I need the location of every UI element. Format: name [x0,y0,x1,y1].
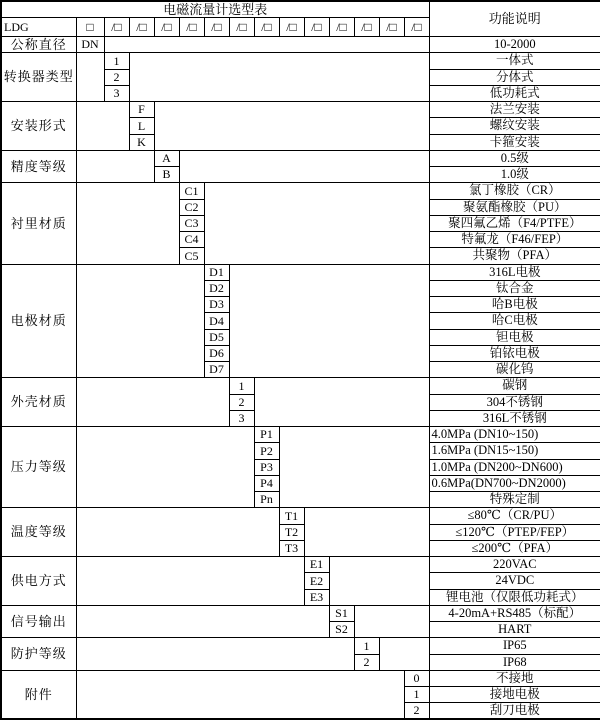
option-code-cell: L [129,118,154,134]
option-description: 1.0MPa (DN200~DN600) [429,459,600,475]
option-code-cell: 1 [404,687,429,703]
option-description: 1.6MPa (DN15~150) [429,443,600,459]
category-label: 电极材质 [1,264,76,378]
option-description: 刮刀电极 [429,703,600,719]
option-description: 哈C电极 [429,313,600,329]
option-description: 不接地 [429,670,600,686]
option-description: 分体式 [429,69,600,85]
trailing-empty-cell [354,605,429,638]
leading-empty-cell [76,102,129,151]
table-row [1,102,600,118]
option-description: 卡箍安装 [429,134,600,150]
option-code-cell: K [129,134,154,150]
table-row [1,638,600,654]
leading-empty-cell [76,53,104,102]
option-description: 316L不锈钢 [429,410,600,426]
category-label: 信号输出 [1,605,76,638]
function-column-header: 功能说明 [429,1,600,37]
option-description: IP68 [429,654,600,670]
trailing-empty-cell [204,183,429,264]
model-code-slot: /□ [404,18,429,37]
leading-empty-cell [76,557,304,606]
leading-empty-cell [76,670,404,719]
category-label: 温度等级 [1,508,76,557]
option-code-cell: D4 [204,313,229,329]
option-description: 聚氨酯橡胶（PU） [429,199,600,215]
option-code-cell: P4 [254,475,279,491]
option-description: 铂铱电极 [429,345,600,361]
option-code-cell: P1 [254,427,279,443]
table-row [1,37,600,53]
option-description: 304不锈钢 [429,394,600,410]
option-code-cell: A [154,150,179,166]
option-code-cell: C5 [179,248,204,264]
option-code-cell: E2 [304,573,329,589]
option-description: 螺纹安装 [429,118,600,134]
table-row [1,508,600,524]
model-prefix: LDG [1,18,76,37]
option-description: 316L电极 [429,264,600,280]
trailing-empty-cell [179,150,429,183]
option-description: 低功耗式 [429,85,600,101]
option-description: 220VAC [429,557,600,573]
option-code-cell: Pn [254,492,279,508]
option-code-cell: C4 [179,232,204,248]
option-code-cell: 2 [354,654,379,670]
option-description: 24VDC [429,573,600,589]
option-code-cell: E1 [304,557,329,573]
option-description: 钽电极 [429,329,600,345]
leading-empty-cell [76,605,329,638]
option-code-cell: 3 [229,410,254,426]
option-code-cell: D3 [204,297,229,313]
category-label: 安装形式 [1,102,76,151]
option-description: 氯丁橡胶（CR） [429,183,600,199]
option-code-cell: B [154,167,179,183]
table-row [1,670,600,686]
model-code-slot: /□ [254,18,279,37]
model-code-slot: /□ [329,18,354,37]
category-label: 衬里材质 [1,183,76,264]
category-label: 外壳材质 [1,378,76,427]
option-description: 4-20mA+RS485（标配） [429,605,600,621]
table-title: 电磁流量计选型表 [1,1,429,18]
table-row [1,150,600,166]
option-code-cell: D7 [204,362,229,378]
table-row [1,378,600,394]
option-code-cell: P2 [254,443,279,459]
leading-empty-cell [76,508,279,557]
option-description: ≤200℃（PFA） [429,540,600,556]
option-description: 碳钢 [429,378,600,394]
option-description: 共聚物（PFA） [429,248,600,264]
option-description: 特殊定制 [429,492,600,508]
option-description: 一体式 [429,53,600,69]
leading-empty-cell [76,638,354,671]
option-description: 10-2000 [429,37,600,53]
option-code-cell: 3 [104,85,129,101]
trailing-empty-cell [279,427,429,508]
trailing-empty-cell [254,378,429,427]
option-code-cell: C3 [179,215,204,231]
option-code-cell: C2 [179,199,204,215]
trailing-empty-cell [229,264,429,378]
option-code-cell: D5 [204,329,229,345]
option-description: HART [429,622,600,638]
option-code-cell: S2 [329,622,354,638]
option-description: 哈B电极 [429,297,600,313]
model-code-slot: /□ [154,18,179,37]
option-description: 4.0MPa (DN10~150) [429,427,600,443]
option-code-cell: 2 [229,394,254,410]
option-code-cell: 2 [404,703,429,719]
option-code-cell: T1 [279,508,304,524]
option-code-cell: E3 [304,589,329,605]
option-code-cell: 1 [354,638,379,654]
option-code-cell: S1 [329,605,354,621]
table-row [1,183,600,199]
option-description: 碳化钨 [429,362,600,378]
option-description: 锂电池（仅限低功耗式） [429,589,600,605]
category-label: 精度等级 [1,150,76,183]
option-description: IP65 [429,638,600,654]
option-description: 0.6MPa(DN700~DN2000) [429,475,600,491]
category-label: 压力等级 [1,427,76,508]
option-code-cell: T3 [279,540,304,556]
option-code-cell: D1 [204,264,229,280]
model-code-slot: /□ [104,18,129,37]
model-code-slot: /□ [379,18,404,37]
trailing-empty-cell [379,638,429,671]
option-description: 法兰安装 [429,102,600,118]
leading-empty-cell [76,427,254,508]
model-code-slot: /□ [129,18,154,37]
table-row [1,427,600,443]
option-code-cell: DN [76,37,104,53]
model-code-slot: /□ [354,18,379,37]
table-row [1,53,600,69]
leading-empty-cell [76,150,154,183]
option-description: 0.5级 [429,150,600,166]
table-row [1,605,600,621]
model-code-slot: /□ [179,18,204,37]
option-description: 聚四氟乙烯（F4/PTFE） [429,215,600,231]
table-row [1,557,600,573]
option-code-cell: P3 [254,459,279,475]
option-description: 特氟龙（F46/FEP） [429,232,600,248]
category-label: 防护等级 [1,638,76,671]
category-label: 附件 [1,670,76,719]
option-code-cell: 1 [104,53,129,69]
trailing-empty-cell [304,508,429,557]
option-description: 1.0级 [429,167,600,183]
option-code-cell: T2 [279,524,304,540]
trailing-empty-cell [329,557,429,606]
trailing-empty-cell [129,53,429,102]
option-description: 钛合金 [429,280,600,296]
option-code-cell: D2 [204,280,229,296]
leading-empty-cell [76,378,229,427]
option-code-cell: 0 [404,670,429,686]
option-description: 接地电极 [429,687,600,703]
table-row [1,264,600,280]
option-code-cell: 1 [229,378,254,394]
option-description: ≤80℃（CR/PU） [429,508,600,524]
category-label: 公称直径 [1,37,76,53]
option-code-cell: C1 [179,183,204,199]
model-box-slot: □ [76,18,104,37]
leading-empty-cell [76,183,179,264]
trailing-empty-cell [154,102,429,151]
category-label: 供电方式 [1,557,76,606]
option-code-cell: F [129,102,154,118]
model-code-slot: /□ [279,18,304,37]
model-code-slot: /□ [304,18,329,37]
model-code-slot: /□ [204,18,229,37]
category-label: 转换器类型 [1,53,76,102]
model-code-slot: /□ [229,18,254,37]
leading-empty-cell [76,264,204,378]
option-code-cell: D6 [204,345,229,361]
option-description: ≤120℃（PTEP/FEP） [429,524,600,540]
trailing-empty-cell [104,37,429,53]
option-code-cell: 2 [104,69,129,85]
